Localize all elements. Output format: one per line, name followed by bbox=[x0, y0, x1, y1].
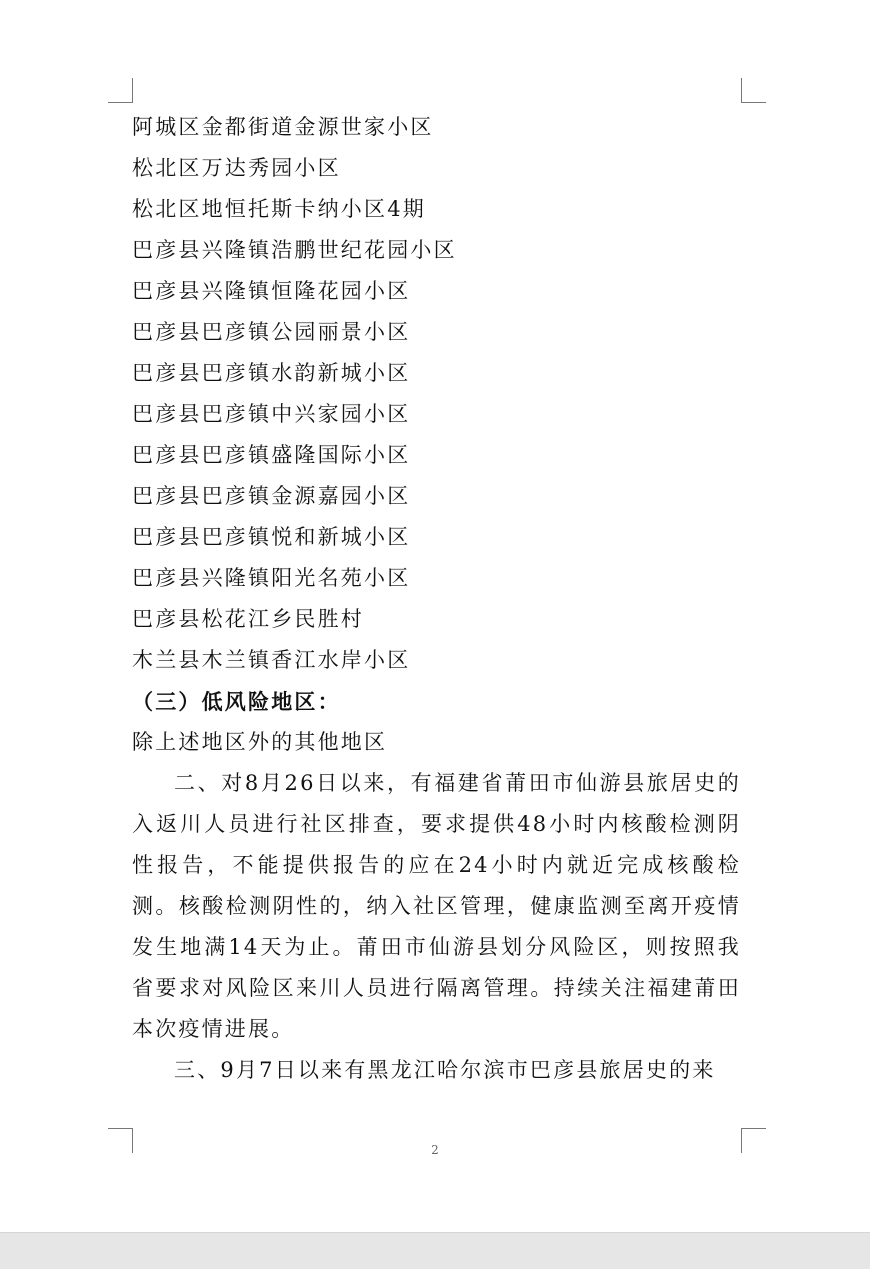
low-risk-text: 除上述地区外的其他地区 bbox=[132, 730, 388, 754]
area-line: 巴彦县巴彦镇中兴家园小区 bbox=[132, 402, 411, 426]
paragraph-two: 二、对8月26日以来，有福建省莆田市仙游县旅居史的入返川人员进行社区排查，要求提供48小时内核酸检测阴性报告，不能提供报告的应在24小时内就近完成核酸检测。核酸检测阴性的，纳入社区管理，健康监测至离开疫情发生地满14天为止。莆田市仙游县划分风险区，则按照我省要求对风险区来川人员进行隔离管理。持续关注福建莆田本次疫情进展。 bbox=[132, 771, 741, 1041]
area-line: 巴彦县兴隆镇恒隆花园小区 bbox=[132, 279, 411, 303]
area-line: 巴彦县松花江乡民胜村 bbox=[132, 607, 364, 631]
area-line: 松北区万达秀园小区 bbox=[132, 156, 341, 180]
paragraph-three: 三、9月7日以来有黑龙江哈尔滨市巴彦县旅居史的来 bbox=[174, 1058, 716, 1082]
area-line: 巴彦县巴彦镇水韵新城小区 bbox=[132, 361, 411, 385]
area-line: 巴彦县巴彦镇金源嘉园小区 bbox=[132, 484, 411, 508]
section-heading-low-risk: （三）低风险地区： bbox=[132, 689, 341, 714]
area-line: 巴彦县巴彦镇悦和新城小区 bbox=[132, 525, 411, 549]
area-line: 松北区地恒托斯卡纳小区4期 bbox=[132, 197, 426, 221]
area-line: 巴彦县巴彦镇公园丽景小区 bbox=[132, 320, 411, 344]
viewer-bottom-strip bbox=[0, 1232, 870, 1269]
area-line: 阿城区金都街道金源世家小区 bbox=[132, 115, 434, 139]
area-line: 巴彦县兴隆镇阳光名苑小区 bbox=[132, 566, 411, 590]
area-line: 木兰县木兰镇香江水岸小区 bbox=[132, 648, 411, 672]
crop-mark-top-right bbox=[741, 78, 766, 103]
area-line: 巴彦县兴隆镇浩鹏世纪花园小区 bbox=[132, 238, 457, 262]
page-number: 2 bbox=[431, 1143, 439, 1157]
crop-mark-top-left bbox=[108, 78, 133, 103]
document-body bbox=[132, 107, 741, 1091]
area-line: 巴彦县巴彦镇盛隆国际小区 bbox=[132, 443, 411, 467]
